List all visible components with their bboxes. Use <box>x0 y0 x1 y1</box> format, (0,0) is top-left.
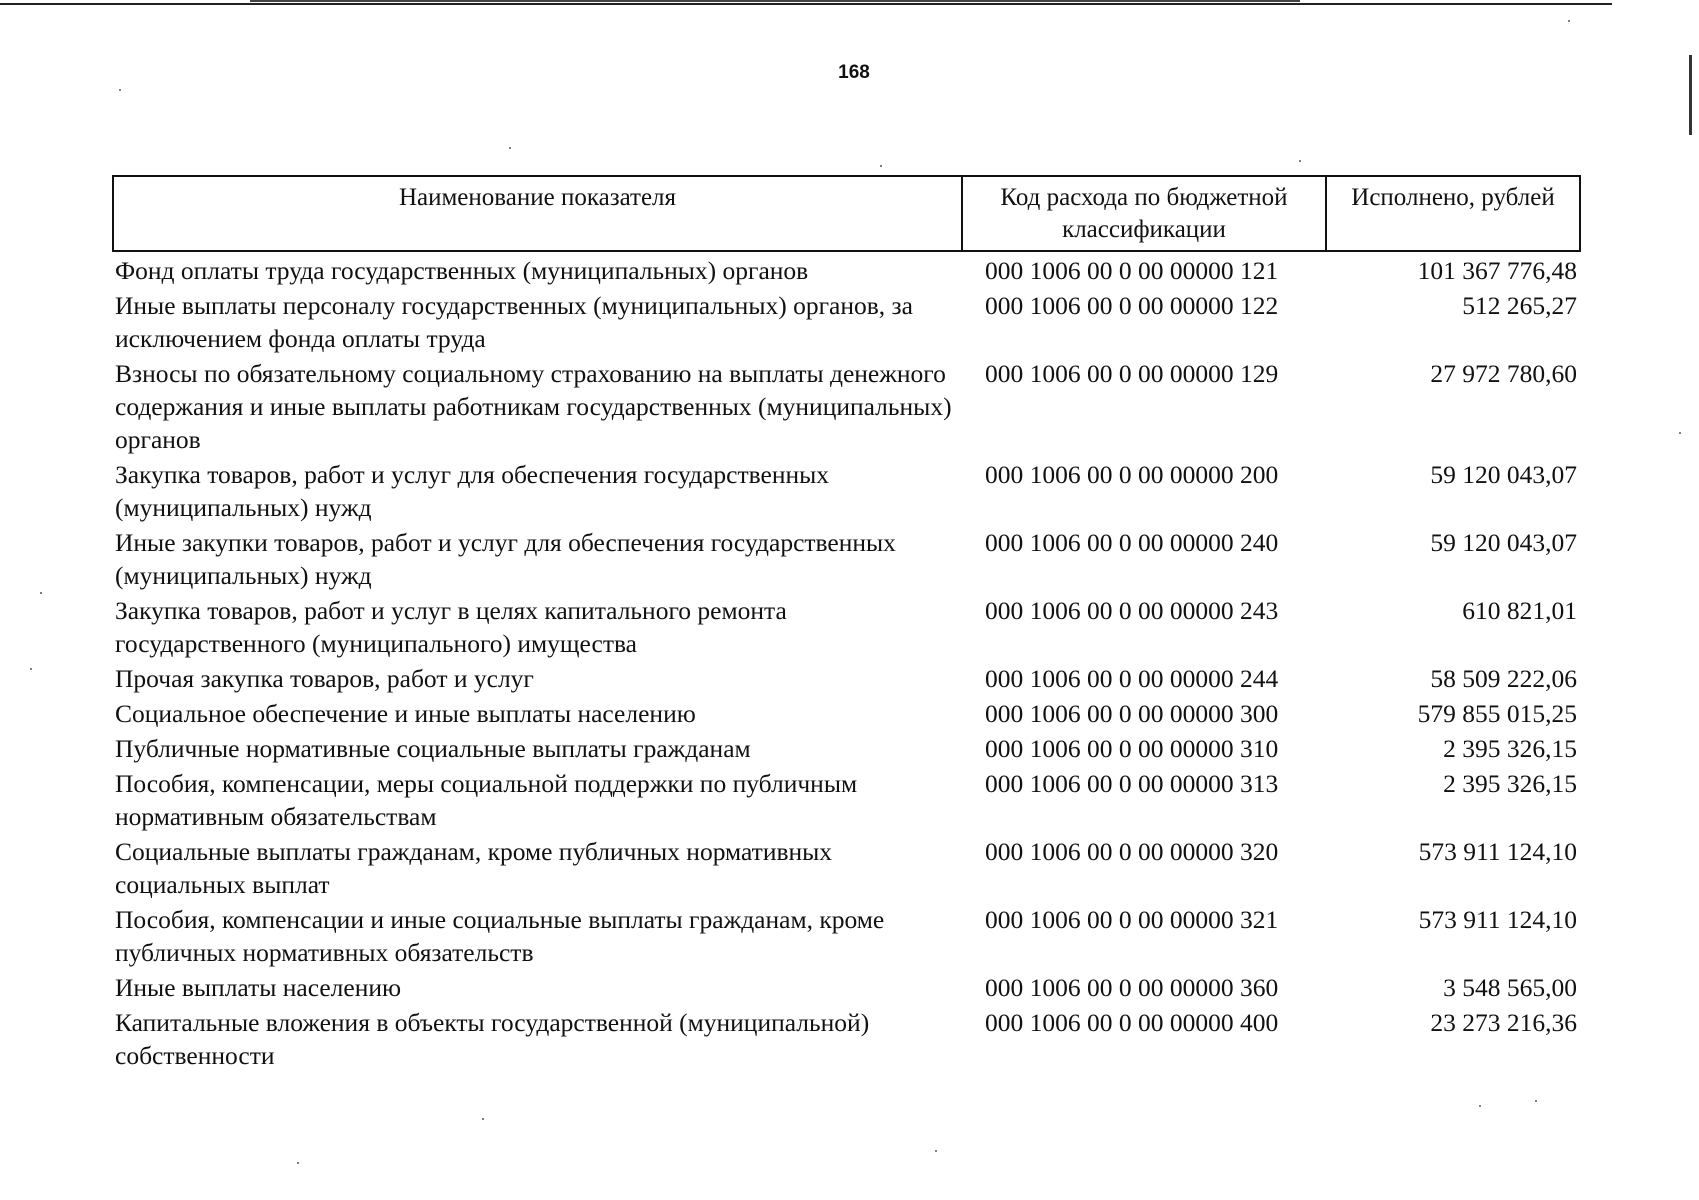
row-amount: 3 548 565,00 <box>1443 973 1577 1002</box>
row-code: 000 1006 00 0 00 00000 244 <box>985 664 1279 693</box>
scan-speck <box>482 1118 484 1120</box>
row-amount: 512 265,27 <box>1462 291 1577 320</box>
scan-speck <box>30 668 32 670</box>
table-row <box>112 254 1581 287</box>
scan-top-edge <box>250 0 1300 2</box>
scan-speck <box>880 165 882 167</box>
row-amount: 610 821,01 <box>1462 596 1577 625</box>
row-name: Иные закупки товаров, работ и услуг для обеспечения государственных (муниципальных) нужд <box>115 528 896 590</box>
row-name: Пособия, компенсации, меры социальной поддержки по публичным нормативным обязательствам <box>115 769 858 831</box>
row-name: Иные выплаты населению <box>115 973 402 1002</box>
row-amount: 2 395 326,15 <box>1443 769 1577 798</box>
row-code: 000 1006 00 0 00 00000 313 <box>985 769 1279 798</box>
row-code: 000 1006 00 0 00 00000 240 <box>985 528 1279 557</box>
row-code: 000 1006 00 0 00 00000 320 <box>985 837 1279 866</box>
row-code: 000 1006 00 0 00 00000 310 <box>985 734 1279 763</box>
row-amount: 27 972 780,60 <box>1430 359 1577 388</box>
budget-table <box>112 175 1581 1074</box>
scan-speck <box>935 1150 937 1152</box>
row-name: Капитальные вложения в объекты государственной (муниципальной) собственности <box>115 1008 870 1070</box>
table-header-row <box>112 175 1581 252</box>
table-row <box>112 357 1581 456</box>
table-row <box>112 971 1581 1004</box>
table-row <box>112 526 1581 592</box>
row-amount: 23 273 216,36 <box>1430 1008 1577 1037</box>
row-amount: 59 120 043,07 <box>1430 528 1577 557</box>
row-amount: 573 911 124,10 <box>1418 905 1577 934</box>
row-name: Закупка товаров, работ и услуг для обеспечения государственных (муниципальных) нужд <box>115 460 830 522</box>
table-row <box>112 903 1581 969</box>
row-name: Иные выплаты персоналу государственных (муниципальных) органов, за исключением фонда оплаты труда <box>115 291 913 353</box>
row-name: Закупка товаров, работ и услуг в целях капитального ремонта государственного (муниципального) имущества <box>115 596 787 658</box>
row-name: Социальное обеспечение и иные выплаты населению <box>115 699 696 728</box>
scan-speck <box>40 592 42 594</box>
row-name: Фонд оплаты труда государственных (муниципальных) органов <box>115 256 809 285</box>
table-row <box>112 1006 1581 1072</box>
row-code: 000 1006 00 0 00 00000 122 <box>985 291 1279 320</box>
row-name: Прочая закупка товаров, работ и услуг <box>115 664 534 693</box>
row-amount: 59 120 043,07 <box>1430 460 1577 489</box>
table-row <box>112 458 1581 524</box>
row-amount: 101 367 776,48 <box>1417 256 1577 285</box>
scan-speck <box>1535 1100 1537 1102</box>
row-code: 000 1006 00 0 00 00000 360 <box>985 973 1279 1002</box>
row-code: 000 1006 00 0 00 00000 400 <box>985 1008 1279 1037</box>
table-row <box>112 767 1581 833</box>
row-code: 000 1006 00 0 00 00000 321 <box>985 905 1279 934</box>
scan-top-rule <box>0 3 1612 5</box>
scan-speck <box>1568 20 1570 22</box>
row-code: 000 1006 00 0 00 00000 200 <box>985 460 1279 489</box>
scan-speck <box>1479 1105 1481 1107</box>
row-code: 000 1006 00 0 00 00000 300 <box>985 699 1279 728</box>
table-row <box>112 697 1581 730</box>
scan-speck <box>119 89 121 91</box>
page-number: 168 <box>838 62 870 83</box>
row-amount: 58 509 222,06 <box>1430 664 1577 693</box>
scan-speck <box>1679 432 1681 434</box>
row-amount: 579 855 015,25 <box>1417 699 1577 728</box>
scan-speck <box>509 147 511 149</box>
row-name: Публичные нормативные социальные выплаты гражданам <box>115 734 751 763</box>
row-name: Социальные выплаты гражданам, кроме публичных нормативных социальных выплат <box>115 837 833 899</box>
header-amount: Исполнено, рублей <box>1351 184 1555 211</box>
header-code: Код расхода по бюджетной классификации <box>963 177 1327 250</box>
header-name: Наименование показателя <box>114 177 963 250</box>
scan-speck <box>297 1162 299 1164</box>
row-amount: 573 911 124,10 <box>1418 837 1577 866</box>
row-code: 000 1006 00 0 00 00000 129 <box>985 359 1279 388</box>
row-name: Взносы по обязательному социальному страхованию на выплаты денежного содержания и иные выплаты работникам государственных (муниципальных) органов <box>115 359 952 454</box>
row-name: Пособия, компенсации и иные социальные выплаты гражданам, кроме публичных нормативных обязательств <box>115 905 885 967</box>
table-row <box>112 835 1581 901</box>
table-row <box>112 594 1581 660</box>
table-row <box>112 289 1581 355</box>
table-body <box>112 252 1581 1072</box>
row-amount: 2 395 326,15 <box>1443 734 1577 763</box>
scan-speck <box>1299 160 1301 162</box>
table-row <box>112 732 1581 765</box>
row-code: 000 1006 00 0 00 00000 243 <box>985 596 1279 625</box>
table-row <box>112 662 1581 695</box>
row-code: 000 1006 00 0 00 00000 121 <box>985 256 1279 285</box>
